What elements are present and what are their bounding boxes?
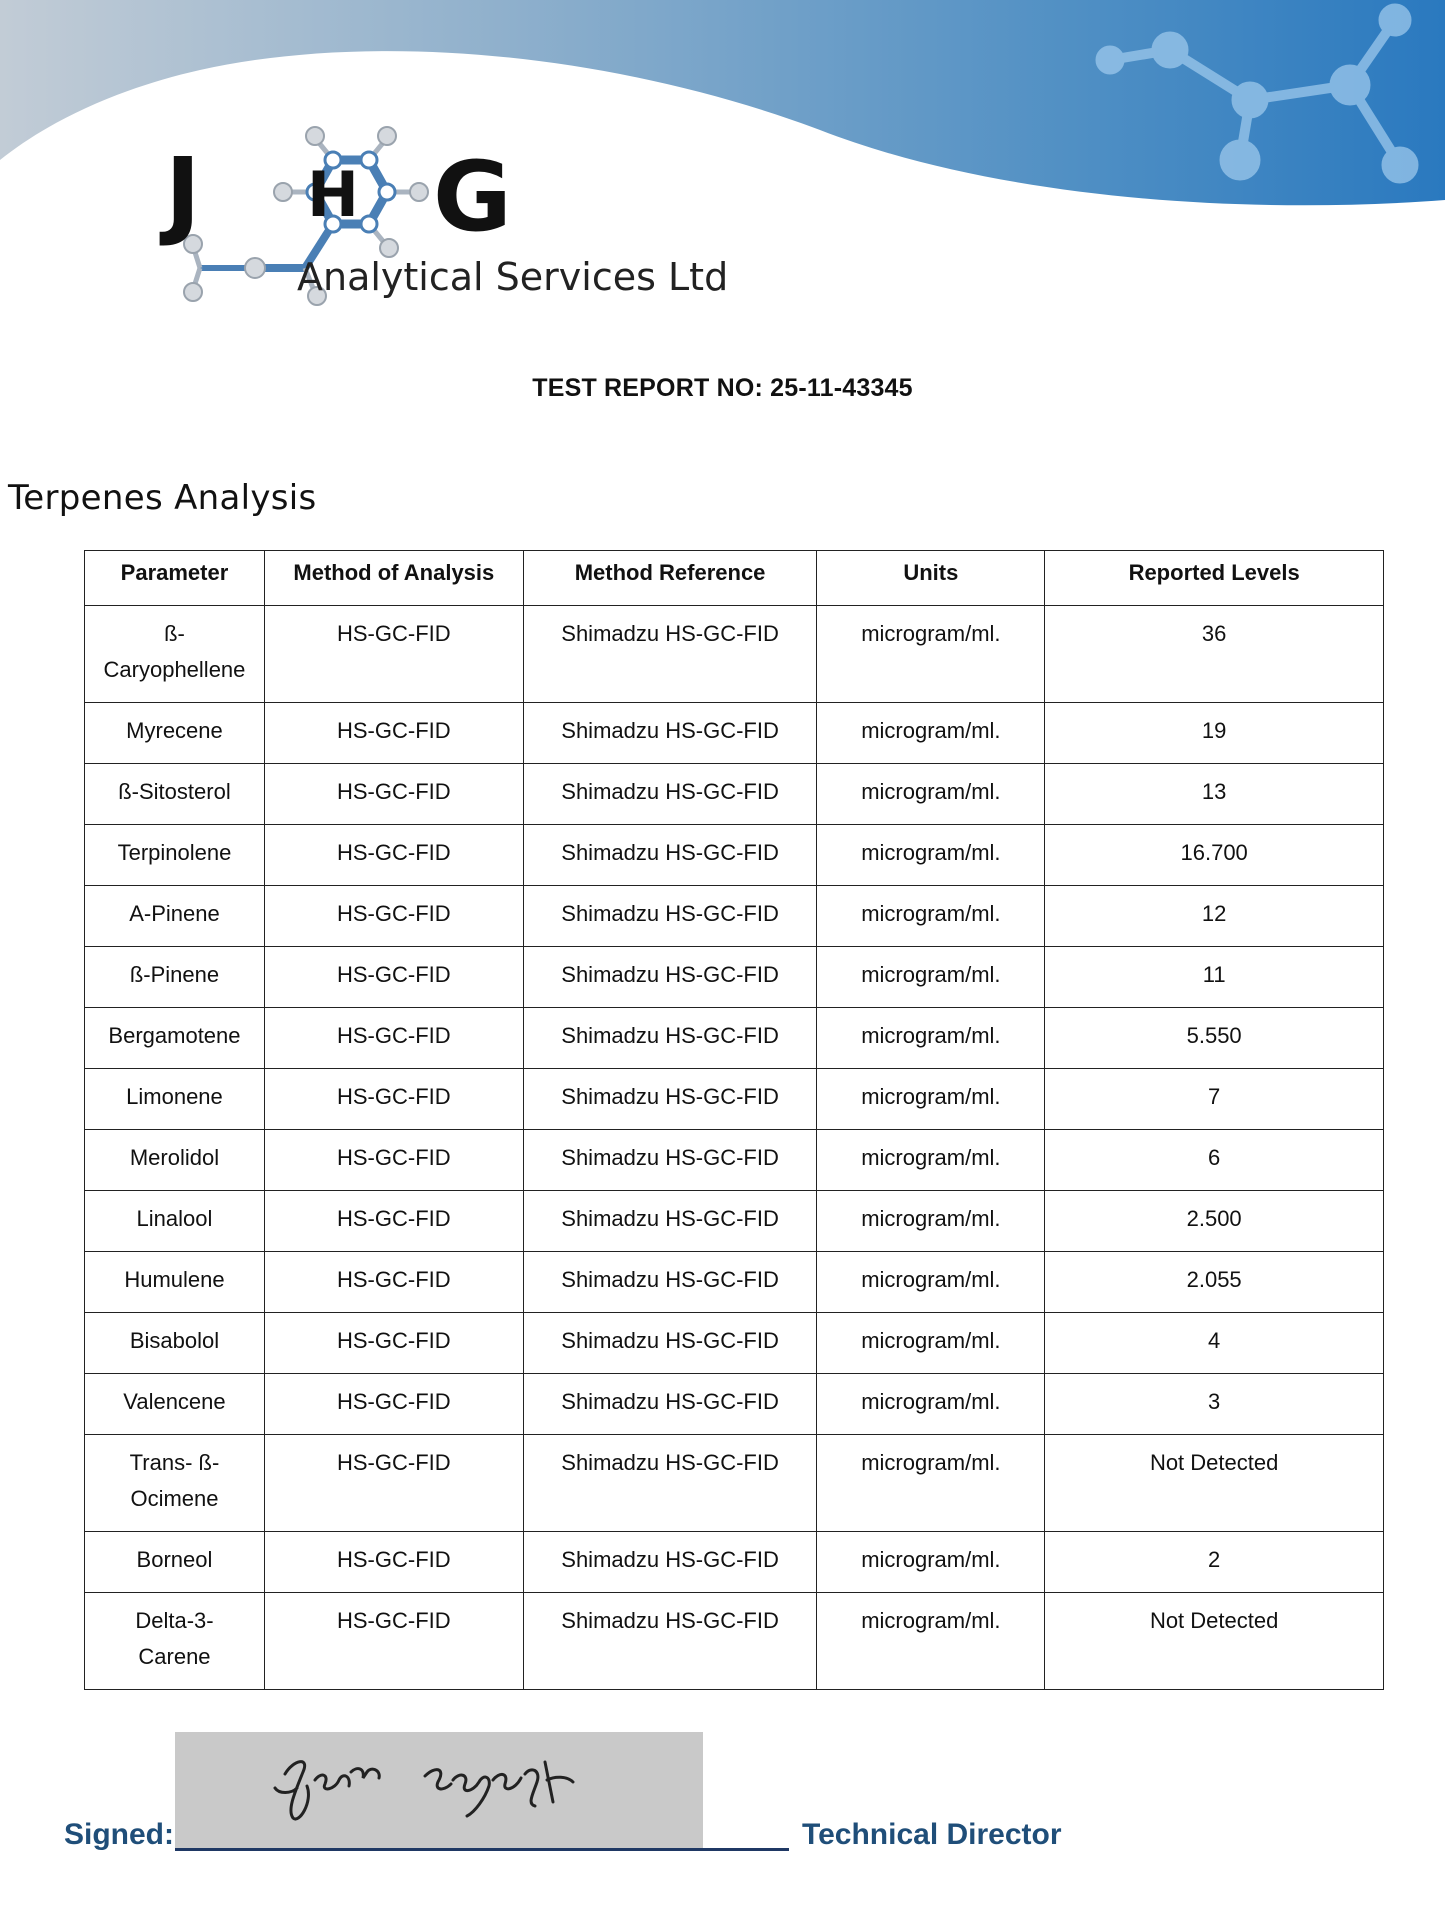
cell-units: microgram/ml. [817,1252,1045,1313]
section-title: Terpenes Analysis [8,478,317,518]
table-row [85,1532,1384,1593]
cell-method: HS-GC-FID [264,764,523,825]
table-row [85,886,1384,947]
cell-reference: Shimadzu HS-GC-FID [523,1008,817,1069]
table-row [85,1593,1384,1690]
cell-method: HS-GC-FID [264,1069,523,1130]
cell-parameter: Limonene [85,1069,265,1130]
cell-units: microgram/ml. [817,1008,1045,1069]
cell-level: 6 [1045,1130,1384,1191]
cell-method: HS-GC-FID [264,947,523,1008]
cell-level: 3 [1045,1374,1384,1435]
cell-method: HS-GC-FID [264,1374,523,1435]
cell-reference: Shimadzu HS-GC-FID [523,606,817,703]
table-row [85,947,1384,1008]
signature-image [175,1732,703,1848]
cell-parameter: Delta-3- Carene [85,1593,265,1690]
cell-reference: Shimadzu HS-GC-FID [523,1191,817,1252]
cell-method: HS-GC-FID [264,1252,523,1313]
cell-parameter: Trans- ß- Ocimene [85,1435,265,1532]
company-logo [155,118,755,318]
table-row [85,825,1384,886]
cell-method: HS-GC-FID [264,1008,523,1069]
cell-parameter: Humulene [85,1252,265,1313]
logo-letter-j: J [165,137,201,249]
logo-letter-g: G [433,141,512,253]
cell-parameter: Valencene [85,1374,265,1435]
cell-reference: Shimadzu HS-GC-FID [523,1435,817,1532]
cell-method: HS-GC-FID [264,1313,523,1374]
cell-units: microgram/ml. [817,703,1045,764]
table-row [85,1252,1384,1313]
cell-reference: Shimadzu HS-GC-FID [523,1374,817,1435]
cell-reference: Shimadzu HS-GC-FID [523,764,817,825]
cell-level: 12 [1045,886,1384,947]
cell-units: microgram/ml. [817,1069,1045,1130]
cell-level: 2.500 [1045,1191,1384,1252]
cell-level: 2.055 [1045,1252,1384,1313]
header-parameter: Parameter [85,551,265,606]
cell-units: microgram/ml. [817,886,1045,947]
cell-units: microgram/ml. [817,1532,1045,1593]
cell-parameter: Borneol [85,1532,265,1593]
cell-level: 19 [1045,703,1384,764]
table-row [85,606,1384,703]
cell-parameter: ß-Pinene [85,947,265,1008]
signature-line [175,1848,789,1851]
cell-method: HS-GC-FID [264,886,523,947]
cell-method: HS-GC-FID [264,1130,523,1191]
cell-parameter: Terpinolene [85,825,265,886]
technical-director-label: Technical Director [802,1818,1062,1851]
cell-level: 7 [1045,1069,1384,1130]
table-row [85,764,1384,825]
cell-reference: Shimadzu HS-GC-FID [523,1069,817,1130]
report-number: TEST REPORT NO: 25-11-43345 [532,374,913,402]
cell-units: microgram/ml. [817,1313,1045,1374]
cell-method: HS-GC-FID [264,1532,523,1593]
cell-reference: Shimadzu HS-GC-FID [523,886,817,947]
cell-parameter: ß- Caryophellene [85,606,265,703]
header-levels: Reported Levels [1045,551,1384,606]
cell-method: HS-GC-FID [264,703,523,764]
cell-level: 11 [1045,947,1384,1008]
cell-units: microgram/ml. [817,606,1045,703]
cell-reference: Shimadzu HS-GC-FID [523,1130,817,1191]
cell-method: HS-GC-FID [264,1593,523,1690]
table-row [85,703,1384,764]
signed-label: Signed: [64,1818,174,1851]
cell-parameter: Bergamotene [85,1008,265,1069]
cell-units: microgram/ml. [817,1593,1045,1690]
table-row [85,1435,1384,1532]
cell-reference: Shimadzu HS-GC-FID [523,1532,817,1593]
cell-parameter: ß-Sitosterol [85,764,265,825]
logo-letter-h: H [307,158,359,231]
table-row [85,1191,1384,1252]
cell-units: microgram/ml. [817,1374,1045,1435]
cell-level: 13 [1045,764,1384,825]
cell-reference: Shimadzu HS-GC-FID [523,1252,817,1313]
table-row [85,1130,1384,1191]
company-name: Analytical Services Ltd [297,255,729,299]
cell-reference: Shimadzu HS-GC-FID [523,947,817,1008]
cell-level: Not Detected [1045,1435,1384,1532]
table-row [85,1374,1384,1435]
cell-parameter: Merolidol [85,1130,265,1191]
table-row [85,1069,1384,1130]
cell-parameter: Bisabolol [85,1313,265,1374]
cell-reference: Shimadzu HS-GC-FID [523,825,817,886]
table-row [85,1313,1384,1374]
cell-units: microgram/ml. [817,825,1045,886]
cell-method: HS-GC-FID [264,1435,523,1532]
cell-reference: Shimadzu HS-GC-FID [523,1313,817,1374]
cell-level: 2 [1045,1532,1384,1593]
cell-reference: Shimadzu HS-GC-FID [523,703,817,764]
cell-level: 36 [1045,606,1384,703]
cell-units: microgram/ml. [817,1130,1045,1191]
table-header-row [85,551,1384,606]
cell-method: HS-GC-FID [264,606,523,703]
header-reference: Method Reference [523,551,817,606]
table-row [85,1008,1384,1069]
cell-units: microgram/ml. [817,1191,1045,1252]
cell-method: HS-GC-FID [264,825,523,886]
cell-level: 4 [1045,1313,1384,1374]
cell-units: microgram/ml. [817,1435,1045,1532]
cell-parameter: Myrecene [85,703,265,764]
cell-reference: Shimadzu HS-GC-FID [523,1593,817,1690]
cell-method: HS-GC-FID [264,1191,523,1252]
cell-units: microgram/ml. [817,764,1045,825]
cell-parameter: Linalool [85,1191,265,1252]
header-units: Units [817,551,1045,606]
cell-parameter: A-Pinene [85,886,265,947]
cell-level: 5.550 [1045,1008,1384,1069]
cell-level: Not Detected [1045,1593,1384,1690]
terpenes-results-table [84,550,1384,1690]
cell-units: microgram/ml. [817,947,1045,1008]
signature-scribble-icon [175,1732,703,1848]
header-method: Method of Analysis [264,551,523,606]
cell-level: 16.700 [1045,825,1384,886]
